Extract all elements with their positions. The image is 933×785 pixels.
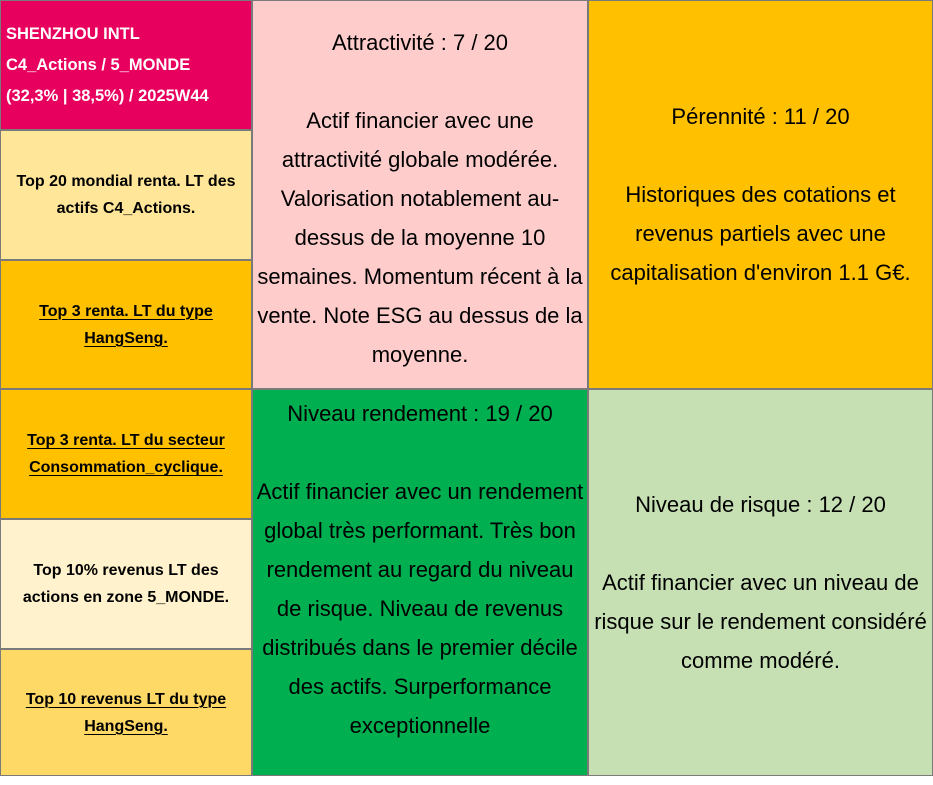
ranking-link-3[interactable]: Top 3 renta. LT du secteur Consommation_cyclique. [27, 432, 225, 476]
perennite-panel [588, 0, 933, 389]
ranking-cell-3[interactable] [0, 389, 252, 519]
rendement-panel [252, 389, 588, 776]
risque-title: Niveau de risque : 12 / 20 [635, 492, 886, 517]
perennite-title: Pérennité : 11 / 20 [671, 104, 850, 129]
rendement-title: Niveau rendement : 19 / 20 [287, 401, 553, 426]
ranking-cell-4 [0, 519, 252, 649]
asset-header [0, 0, 252, 130]
risque-panel [588, 389, 933, 776]
attractivite-body: Actif financier avec une attractivité globale modérée. Valorisation notablement au-dessus de la moyenne 10 semaines. Momentum récent à la vente. Note ESG au dessus de la moyenne. [257, 108, 583, 367]
ranking-link-5[interactable]: Top 10 revenus LT du type HangSeng. [25, 690, 227, 735]
ranking-text-4: Top 10% revenus LT des actions en zone 5_MONDE. [22, 562, 230, 606]
ranking-cell-1 [0, 130, 252, 260]
ranking-cell-2[interactable] [0, 260, 252, 389]
perennite-body: Historiques des cotations et revenus partiels avec une capitalisation d'environ 1.1 G€. [610, 182, 911, 285]
attractivite-panel [252, 0, 588, 389]
risque-body: Actif financier avec un niveau de risque sur le rendement considéré comme modéré. [594, 570, 927, 673]
asset-name: SHENZHOU INTL [6, 24, 140, 43]
ranking-link-2[interactable]: Top 3 renta. LT du type HangSeng. [39, 302, 213, 347]
attractivite-title: Attractivité : 7 / 20 [331, 30, 509, 55]
rendement-body: Actif financier avec un rendement global très performant. Très bon rendement au regard du niveau de risque. Niveau de revenus distribués dans le premier décile des actifs. Surperformance exceptionnelle [256, 479, 584, 738]
bottom-margin [0, 776, 933, 785]
asset-stats: (32,3% | 38,5%) / 2025W44 [6, 86, 209, 105]
asset-category: C4_Actions / 5_MONDE [6, 55, 191, 74]
ranking-cell-5[interactable] [0, 649, 252, 776]
ranking-text-1: Top 20 mondial renta. LT des actifs C4_Actions. [16, 173, 236, 217]
